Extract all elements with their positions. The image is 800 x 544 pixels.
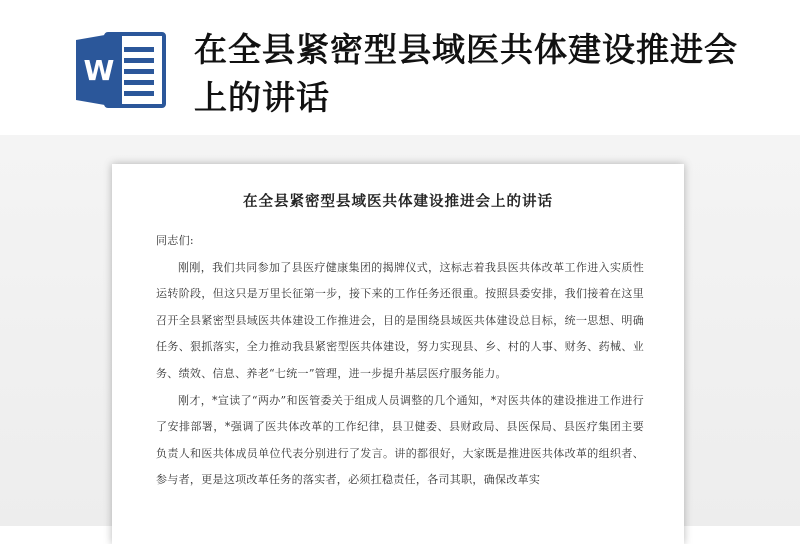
greeting-line: 同志们: <box>156 234 194 247</box>
document-title: 在全县紧密型县域医共体建设推进会上的讲话 <box>243 193 553 210</box>
paragraph-1: 刚刚，我们共同参加了县医疗健康集团的揭牌仪式，这标志着我县医共体改革工作进入实质性运转阶段，但这只是万里长征第一步，接下来的工作任务还很重。按照县委安排，我们接着在这里召开全县紧密型县域医共体建设工作推进会，目的是围绕县域医共体建设总目标，统一思想、明确任务、狠抓落实，全力推动我县紧密型医共体建设，努力实现县、乡、村的人事、财务、药械、业务、绩效、信息、养老“七统一”管理，进一步提升基层医疗服务能力。 <box>156 260 644 380</box>
page-title: 在全县紧密型县域医共体建设推进会上的讲话 <box>194 30 738 117</box>
document-body <box>156 228 644 494</box>
paragraph-2: 刚才，*宣读了“两办”和医管委关于组成人员调整的几个通知，*对医共体的建设推进工作进行了安排部署，*强调了医共体改革的工作纪律，县卫健委、县财政局、县医保局、县医疗集团主要负责人和医共体成员单位代表分别进行了发言。讲的都很好，大家既是推进医共体改革的组织者、参与者，更是这项改革任务的落实者，必须扛稳责任，各司其职，确保改革实 <box>156 393 644 487</box>
header <box>0 0 800 135</box>
document-page <box>112 164 684 544</box>
word-icon-letter: W <box>83 54 115 87</box>
word-document-icon <box>76 30 168 110</box>
